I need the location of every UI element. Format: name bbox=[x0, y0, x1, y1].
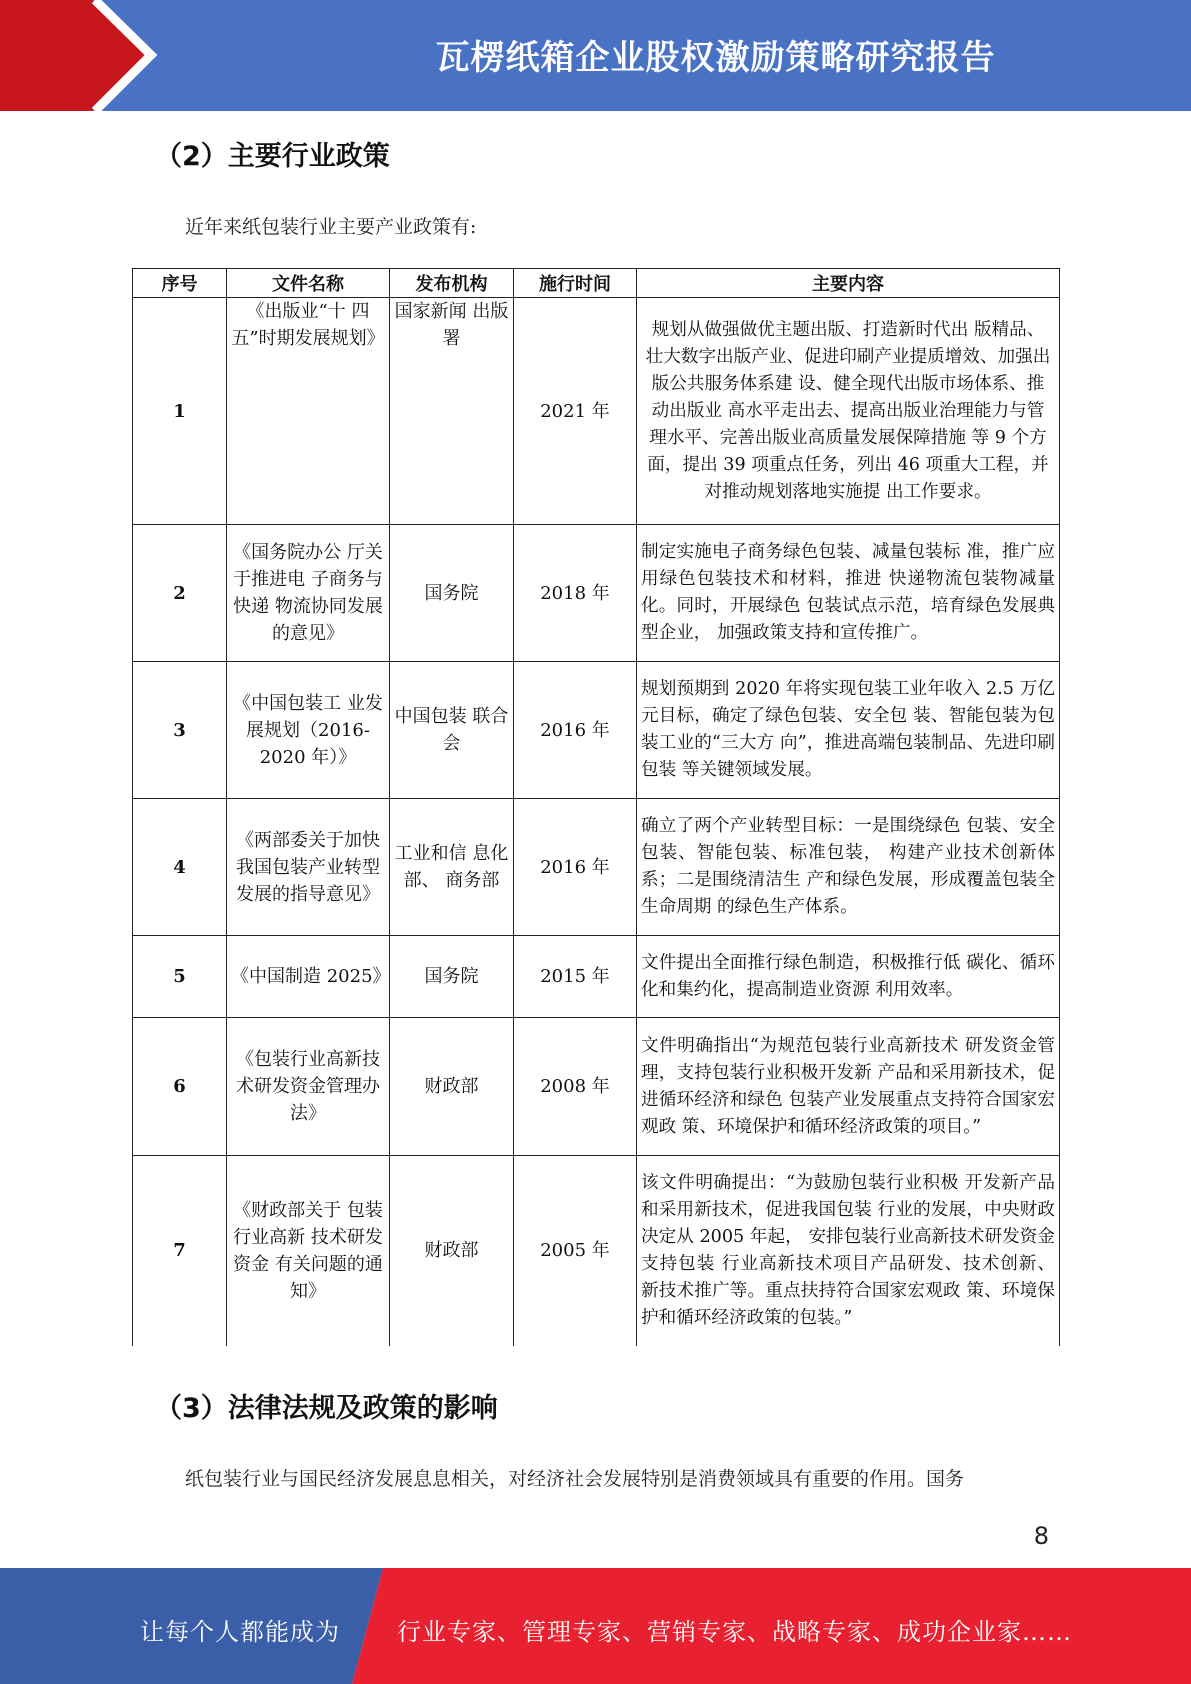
table-row bbox=[133, 298, 1060, 525]
cell-no: 5 bbox=[133, 936, 227, 1018]
col-header-org: 发布机构 bbox=[390, 269, 514, 298]
cell-name: 《出版业“十 四五”时期发展规划》 bbox=[227, 298, 390, 525]
header-arrow-decoration bbox=[0, 0, 220, 111]
cell-name: 《中国包装工 业发展规划（2016-2020 年）》 bbox=[227, 662, 390, 799]
cell-content: 文件提出全面推行绿色制造，积极推行低 碳化、循环化和集约化，提高制造业资源 利用效率。 bbox=[637, 936, 1060, 1018]
col-header-no: 序号 bbox=[133, 269, 227, 298]
cell-name: 《财政部关于 包装行业高新 技术研发资金 有关问题的通 知》 bbox=[227, 1156, 390, 1346]
cell-org: 中国包装 联合会 bbox=[390, 662, 514, 799]
section-heading-policies: （2）主要行业政策 bbox=[155, 141, 390, 172]
cell-date: 2018 年 bbox=[514, 525, 637, 662]
cell-no: 3 bbox=[133, 662, 227, 799]
policy-table bbox=[132, 268, 1060, 1346]
cell-content: 确立了两个产业转型目标：一是围绕绿色 包装、安全包装、智能包装、标准包装， 构建产业技术创新体系；二是围绕清洁生 产和绿色发展，形成覆盖包装全生命周期 的绿色生产体系。 bbox=[637, 799, 1060, 936]
cell-org: 国务院 bbox=[390, 936, 514, 1018]
cell-org: 国务院 bbox=[390, 525, 514, 662]
col-header-date: 施行时间 bbox=[514, 269, 637, 298]
cell-content: 制定实施电子商务绿色包装、减量包装标 准，推广应用绿色包装技术和材料，推进 快递物流包装物减量化。同时，开展绿色 包装试点示范，培育绿色发展典型企业， 加强政策支持和宣传推广。 bbox=[637, 525, 1060, 662]
cell-no: 2 bbox=[133, 525, 227, 662]
cell-date: 2016 年 bbox=[514, 799, 637, 936]
col-header-name: 文件名称 bbox=[227, 269, 390, 298]
cell-content: 规划从做强做优主题出版、打造新时代出 版精品、壮大数字出版产业、促进印刷产业提质增效、加强出版公共服务体系建 设、健全现代出版市场体系、推动出版业 高水平走出去、提高出版业治理能力与管 理水平、完善出版业高质量发展保障措施 等 9 个方面，提出 39 项重点任务，列出 46 项重大工程，并对推动规划落地实施提 出工作要求。 bbox=[637, 298, 1060, 525]
cell-no: 6 bbox=[133, 1018, 227, 1156]
cell-org: 财政部 bbox=[390, 1018, 514, 1156]
cell-name: 《中国制造 2025》 bbox=[227, 936, 390, 1018]
page-footer bbox=[0, 1568, 1191, 1684]
footer-slogan-left: 让每个人都能成为 bbox=[140, 1618, 340, 1646]
cell-content: 文件明确指出“为规范包装行业高新技术 研发资金管理，支持包装行业积极开发新 产品和采用新技术，促进循环经济和绿色 包装产业发展重点支持符合国家宏观政 策、环境保护和循环经济政策的项目。” bbox=[637, 1018, 1060, 1156]
cell-content: 该文件明确提出：“为鼓励包装行业积极 开发新产品和采用新技术，促进我国包装 行业的发展，中央财政决定从 2005 年起， 安排包装行业高新技术研发资金支持包装 行业高新技术项目产品研发、技术创新、 新技术推广等。重点扶持符合国家宏观政 策、环境保护和循环经济政策的包装。” bbox=[637, 1156, 1060, 1346]
cell-date: 2021 年 bbox=[514, 298, 637, 525]
footer-slogan-right: 行业专家、管理专家、营销专家、战略专家、成功企业家…… bbox=[397, 1618, 1072, 1646]
page-number: 8 bbox=[1033, 1522, 1049, 1550]
section-intro-text: 近年来纸包装行业主要产业政策有: bbox=[185, 216, 477, 238]
cell-name: 《包装行业高新技术研发资金管理办法》 bbox=[227, 1018, 390, 1156]
cell-name: 《国务院办公 厅关于推进电 子商务与快递 物流协同发展 的意见》 bbox=[227, 525, 390, 662]
header-red-arrow bbox=[0, 0, 148, 111]
table-header-row bbox=[133, 269, 1060, 298]
cell-date: 2016 年 bbox=[514, 662, 637, 799]
table-row bbox=[133, 525, 1060, 662]
cell-name: 《两部委关于加快我国包装产业转型发展的指导意见》 bbox=[227, 799, 390, 936]
cell-no: 4 bbox=[133, 799, 227, 936]
cell-no: 1 bbox=[133, 298, 227, 525]
document-title: 瓦楞纸箱企业股权激励策略研究报告 bbox=[435, 38, 996, 78]
table-row bbox=[133, 1156, 1060, 1346]
cell-date: 2005 年 bbox=[514, 1156, 637, 1346]
cell-org: 财政部 bbox=[390, 1156, 514, 1346]
table-row bbox=[133, 799, 1060, 936]
section-heading-law-impact: （3）法律法规及政策的影响 bbox=[155, 1393, 498, 1424]
cell-date: 2015 年 bbox=[514, 936, 637, 1018]
page-header bbox=[0, 0, 1191, 111]
cell-no: 7 bbox=[133, 1156, 227, 1346]
cell-org: 国家新闻 出版署 bbox=[390, 298, 514, 525]
table-row bbox=[133, 662, 1060, 799]
table-row bbox=[133, 1018, 1060, 1156]
cell-org: 工业和信 息化部、 商务部 bbox=[390, 799, 514, 936]
cell-content: 规划预期到 2020 年将实现包装工业年收入 2.5 万亿元目标，确定了绿色包装、安全包 装、智能包装为包装工业的“三大方 向”，推进高端包装制品、先进印刷包装 等关键领域发展。 bbox=[637, 662, 1060, 799]
col-header-content: 主要内容 bbox=[637, 269, 1060, 298]
cell-date: 2008 年 bbox=[514, 1018, 637, 1156]
table-row bbox=[133, 936, 1060, 1018]
section-body-text: 纸包装行业与国民经济发展息息相关，对经济社会发展特别是消费领域具有重要的作用。国务 bbox=[185, 1468, 965, 1490]
